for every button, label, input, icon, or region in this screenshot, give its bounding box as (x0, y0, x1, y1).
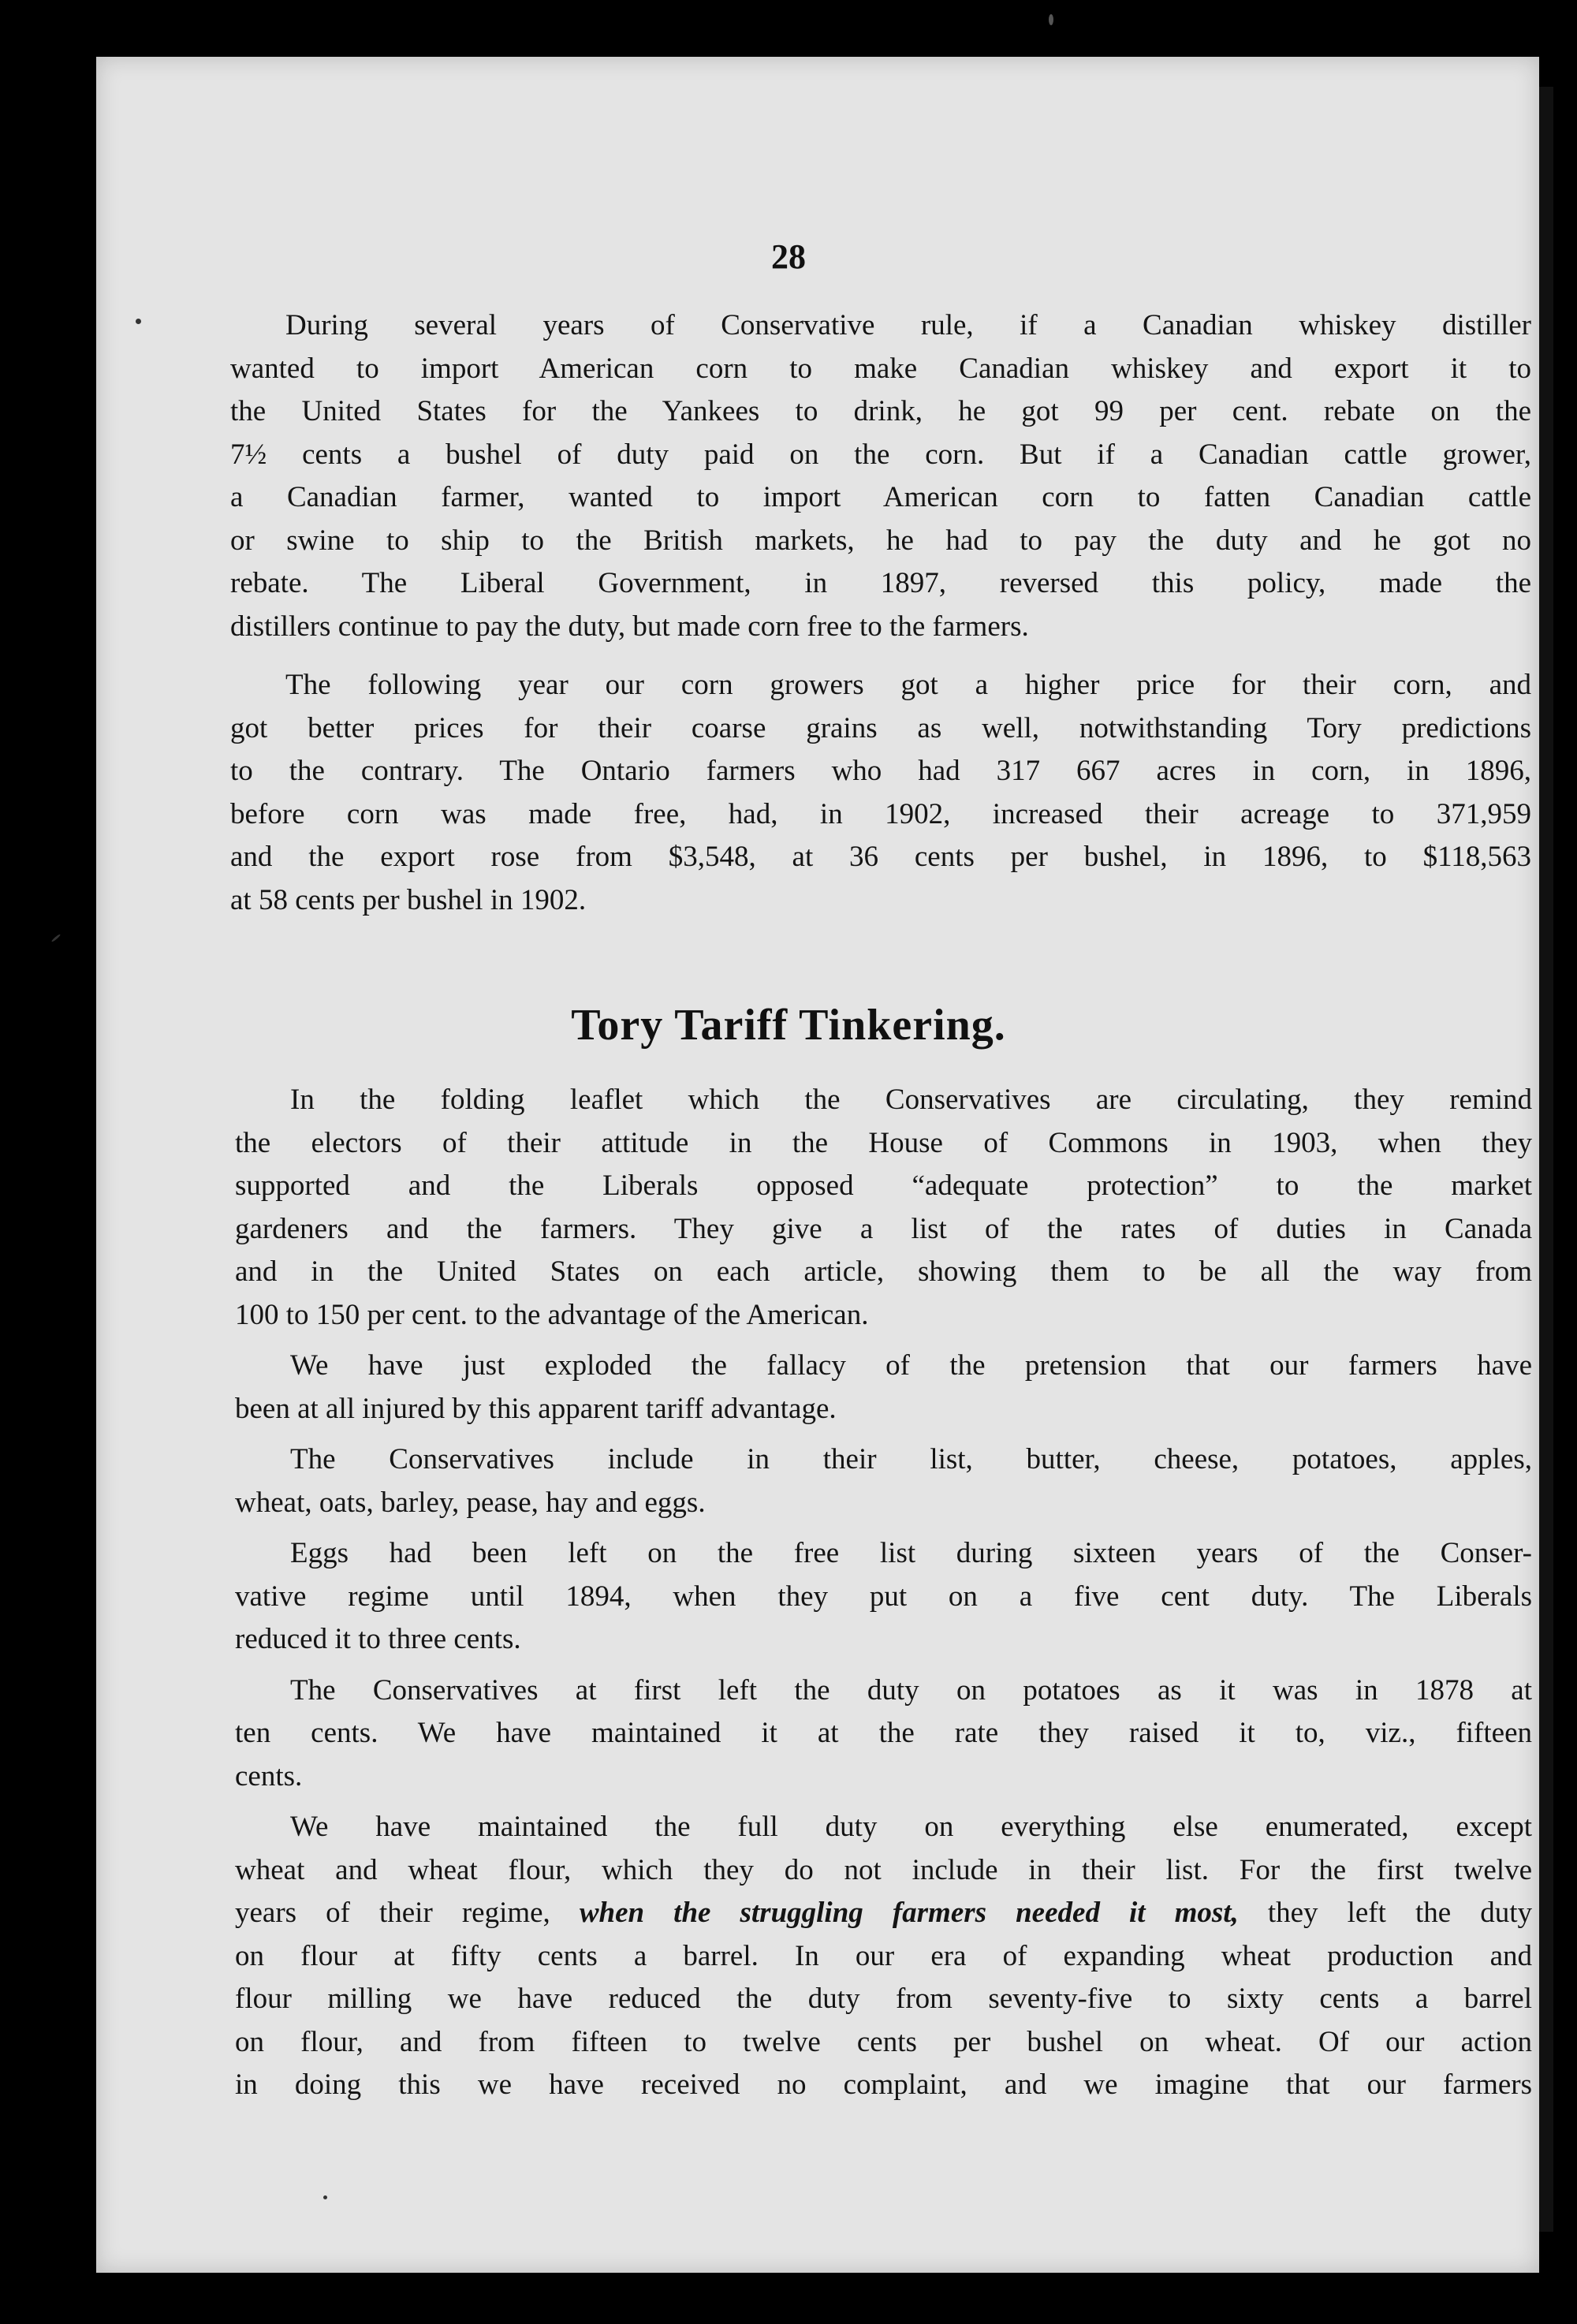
text-line: to the contrary. The Ontario farmers who had 317 667 acres in corn, in 1896, (230, 755, 1531, 787)
text-line: cents. (235, 1759, 303, 1792)
text-line: vative regime until 1894, when they put on a five cent duty. The Liberals (235, 1580, 1532, 1613)
text-line: the electors of their attitude in the House of Commons in 1903, when they (235, 1126, 1532, 1159)
paragraph-corn-growers (230, 664, 1531, 922)
text-run: they left the duty (1238, 1897, 1532, 1929)
text-line: distillers continue to pay the duty, but made corn free to the farmers. (230, 610, 1029, 643)
text-line: The Conservatives include in their list, butter, cheese, potatoes, apples, (290, 1443, 1532, 1475)
text-line: flour milling we have reduced the duty from seventy-five to sixty cents a barrel (235, 1983, 1532, 2015)
paragraph-corn-rebate (230, 304, 1531, 648)
text-line: In the folding leaflet which the Conservatives are circulating, they remind (290, 1084, 1532, 1116)
text-line: before corn was made free, had, in 1902, increased their acreage to 371,959 (230, 797, 1531, 830)
text-line: gardeners and the farmers. They give a list of the rates of duties in Canada (235, 1212, 1532, 1245)
text-line: on flour at fifty cents a barrel. In our era of expanding wheat production and (235, 1939, 1532, 1972)
paragraph-conservatives-list (235, 1438, 1532, 1524)
text-line: Eggs had been left on the free list during sixteen years of the Conser- (290, 1537, 1532, 1569)
text-line: wheat and wheat flour, which they do not include in their list. For the first twelve (235, 1853, 1532, 1886)
text-line: rebate. The Liberal Government, in 1897, reversed this policy, made the (230, 567, 1531, 599)
paragraph-exploded-fallacy (235, 1345, 1532, 1431)
text-line: the United States for the Yankees to drink, he got 99 per cent. rebate on the (230, 395, 1531, 427)
text-line: 100 to 150 per cent. to the advantage of the American. (235, 1298, 869, 1331)
text-line: We have maintained the full duty on everything else enumerated, except (290, 1811, 1532, 1843)
text-line-with-emphasis (235, 1892, 1532, 1935)
text-line: in doing this we have received no complaint, and we imagine that our farmers (235, 2068, 1532, 2101)
text-line: on flour, and from fifteen to twelve cents per bushel on wheat. Of our action (235, 2025, 1532, 2058)
paragraph-wheat-flour (235, 1806, 1532, 2107)
text-line: During several years of Conservative rule, if a Canadian whiskey distiller (285, 309, 1531, 341)
section-one (230, 304, 1531, 922)
text-line: wheat, oats, barley, pease, hay and eggs. (235, 1486, 706, 1519)
text-line: been at all injured by this apparent tariff advantage. (235, 1392, 837, 1425)
paragraph-folding-leaflet (235, 1079, 1532, 1337)
page-number: 28 (771, 237, 806, 276)
section-heading: Tory Tariff Tinkering. (571, 1001, 1006, 1050)
text-line: at 58 cents per bushel in 1902. (230, 883, 587, 916)
text-line: a Canadian farmer, wanted to import American corn to fatten Canadian cattle (230, 481, 1531, 513)
scan-speck (136, 319, 141, 324)
text-run: years of their regime, (235, 1897, 580, 1929)
page-edge-shadow (1539, 87, 1553, 2232)
text-line: The Conservatives at first left the duty on potatoes as it was in 1878 at (290, 1673, 1532, 1707)
paragraph-eggs (235, 1532, 1532, 1662)
scan-speck (1049, 14, 1053, 25)
text-line: or swine to ship to the British markets, he had to pay the duty and he got no (230, 524, 1531, 557)
text-line: got better prices for their coarse grains as well, notwithstanding Tory predictions (230, 711, 1531, 744)
paragraph-potatoes (235, 1669, 1532, 1799)
section-two (235, 1079, 1532, 2107)
text-line: reduced it to three cents. (235, 1623, 521, 1655)
text-line: supported and the Liberals opposed “adequate protection” to the market (235, 1169, 1532, 1202)
italic-emphasis: when the struggling farmers needed it most, (579, 1897, 1239, 1929)
text-line: wanted to import American corn to make Canadian whiskey and export it to (230, 352, 1531, 385)
text-line: and the export rose from $3,548, at 36 cents per bushel, in 1896, to $118,563 (230, 841, 1531, 873)
text-line: 7½ cents a bushel of duty paid on the corn. But if a Canadian cattle grower, (230, 438, 1531, 471)
text-line: ten cents. We have maintained it at the rate they raised it to, viz., fifteen (235, 1717, 1532, 1749)
scan-speck (323, 2195, 327, 2199)
text-line: and in the United States on each article, showing them to be all the way from (235, 1255, 1532, 1288)
text-line: The following year our corn growers got a higher price for their corn, and (285, 669, 1531, 701)
text-line: We have just exploded the fallacy of the pretension that our farmers have (290, 1349, 1532, 1382)
